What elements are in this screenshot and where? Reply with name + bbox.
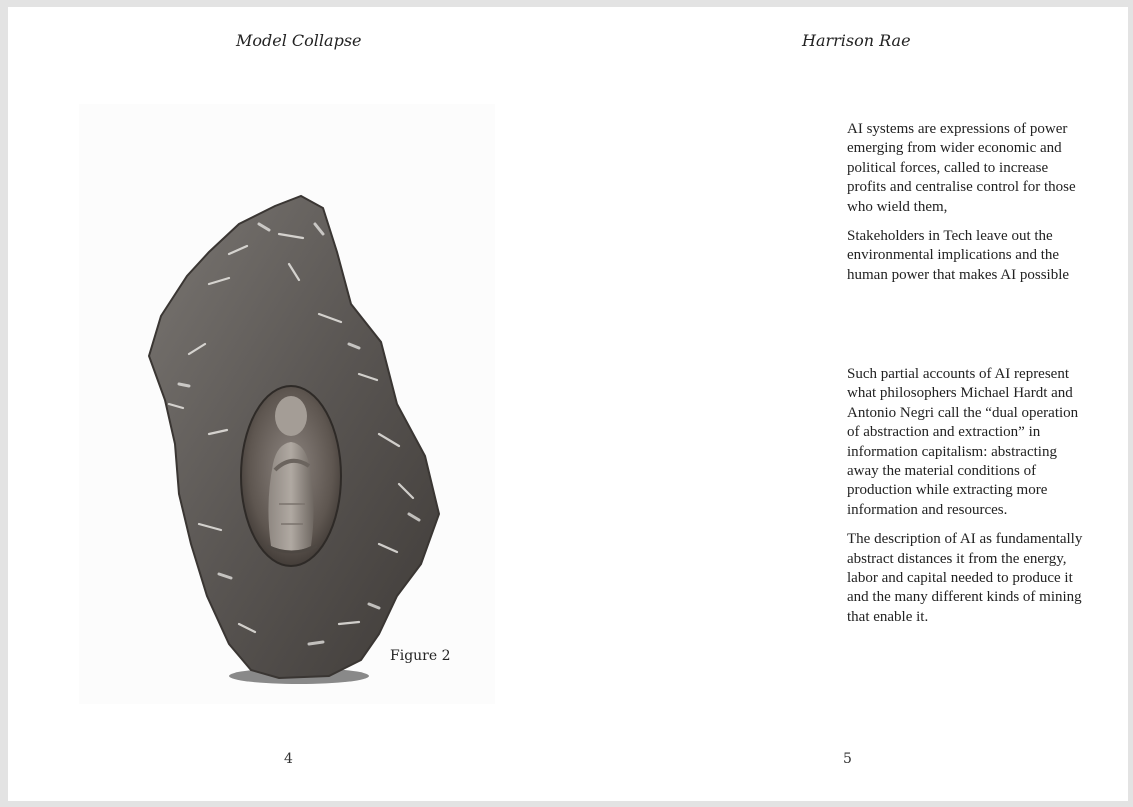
page-number-left: 4 bbox=[284, 751, 293, 767]
paragraph: The description of AI as fundamentally abstract distances it from the energy, labor and capital needed to produce it and the many different kinds of mining that enable it. bbox=[847, 531, 1083, 625]
text-block-lower bbox=[847, 365, 1087, 637]
right-page bbox=[568, 7, 1128, 801]
running-head-title: Model Collapse bbox=[236, 31, 362, 50]
page-number-right: 5 bbox=[843, 751, 852, 767]
paragraph: Stakeholders in Tech leave out the environmental implications and the human power that makes AI possible bbox=[847, 228, 1070, 283]
book-spread bbox=[8, 7, 1128, 801]
stone-figure-icon bbox=[79, 104, 495, 704]
paragraph: AI systems are expressions of power emerging from wider economic and political forces, called to increase profits and centralise control for those who wield them, bbox=[847, 121, 1076, 215]
running-head-author: Harrison Rae bbox=[802, 31, 911, 50]
left-page bbox=[8, 7, 568, 801]
paragraph: Such partial accounts of AI represent what philosophers Michael Hardt and Antonio Negri call the “dual operation of abstraction and extraction” in information capitalism: abstracting away the material conditions of production while extracting more information and resources. bbox=[847, 366, 1079, 518]
figure-image bbox=[79, 104, 495, 704]
figure-caption: Figure 2 bbox=[390, 648, 451, 664]
text-block-upper bbox=[847, 120, 1087, 295]
